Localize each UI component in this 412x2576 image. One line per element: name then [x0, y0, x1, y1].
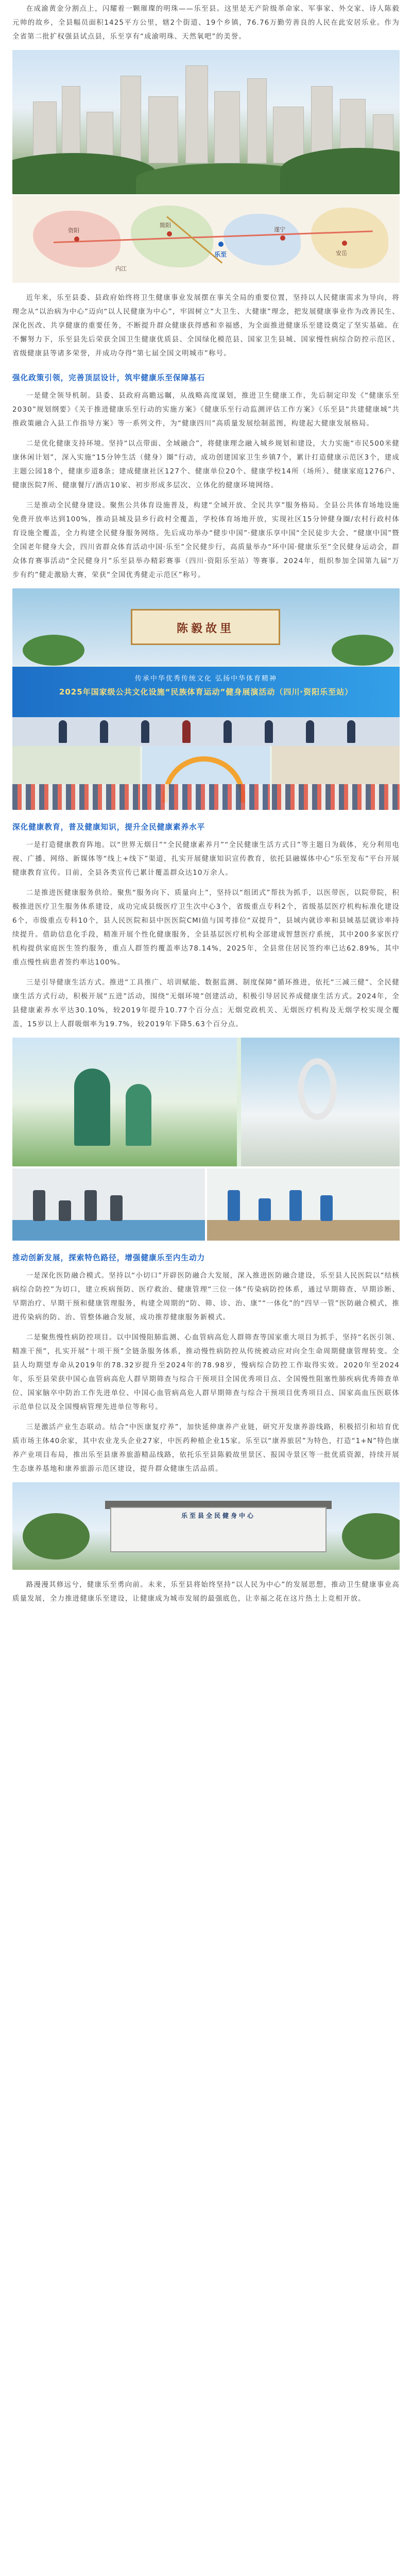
- banner-title: 2025年国家级公共文化设施“民族体育运动”健身展演活动（四川·资阳乐至站）: [59, 687, 353, 697]
- section1-paragraph-2: 二是优化健康支持环境。坚持“以点带面、全域融合”，将健康理念融入城乡规划和建设，大力实施“市民500米健康休闲计划”，深入实施“15分钟生活（健身）圈”行动，成功创建国家卫生乡镇7个，累计打造健康示范区3个，建成主题公园18个，健康步道8条；建成健康社区127个、健康单位20个、健康学校14所（场所）、健康家庭1276户、健康医院7所、健康餐厅/酒店10家、初步形成多层次、立体化的健康环境网络。: [12, 440, 400, 489]
- map-label-jianyang: 简阳: [160, 222, 171, 229]
- section1-paragraph-1: 一是健全领导机制。县委、县政府高瞻远瞩，从战略高度谋划，推进卫生健康工作，先后制定印发《“健康乐至2030”规划纲要》《关于推进健康乐至行动的实施方案》《健康乐至行动监测评估工作方案》《乐至县“共建健康城”共推政策融合入县工作指导方案》等一系列文件，为“健康四川”高质量发展绘制蓝图，构建起大健康发展格局。: [12, 392, 400, 428]
- fitness-center-photo: [12, 1482, 400, 1570]
- park-ring-sculpture: [298, 1058, 337, 1120]
- section-title-education: 深化健康教育，普及健康知识，提升全民健康素养水平: [12, 823, 205, 832]
- section2-paragraph-3: 三是引导健康生活方式。推进“工具推广、培训赋能、数据监测、制度保障”循环推进，依托“三减三健”、全民健康生活方式行动，积极开展“五进”活动，围绕“无烟环境”创建活动，积极引导居民养成健康生活方式。2024年，全县健康素养水平达30.10%，较2019年提升10.77个百分点；无烟党政机关、无烟医疗机构及无烟学校实现全覆盖，15岁以上人群吸烟率为19.7%，较2019年下降5.63个百分点。: [12, 979, 400, 1028]
- fitness-facility-photos: [12, 1168, 400, 1241]
- closing-paragraph: 路漫漫其修远兮，健康乐至勇向前。未来，乐至县将始终坚持“以人民为中心”的发展思想，推动卫生健康事业高质量发展，全力推进健康乐至建设，让健康成为城市发展的最强底色，让幸福之花在这片热土上竞相开放。: [12, 1581, 400, 1603]
- section-title-policy: 强化政策引领，完善顶层设计，筑牢健康乐至保障基石: [12, 374, 205, 382]
- map-label-neijiang: 内江: [115, 265, 127, 272]
- section3-paragraph-2: 二是聚焦慢性病防控项目。以中国慢阻肺监测、心血管病高危人群筛查等国家重大项目为抓手，坚持“名医引领、精准干预”，扎实开展“十项干预”全链条服务体系，推动慢性病防控从传统被动应对向全生命周期健康管理转变。全县人均期望寿命从2019年的78.32岁提升至2024年的78.98岁，慢病综合防控工作取得实效。2020年至2024年，乐至县荣获中国心血管病高危人群早期筛查与综合干预项目全国优秀项目点、全国慢性阻塞性肺疾病优秀筛查单位、国家脑卒中防治工作先进单位、中国心血管病高危人群早期筛查与综合干预项目优秀项目点、国家高血压医联体示范单位以及全国慢病管理先进单位等称号。: [12, 1334, 400, 1411]
- map-label-suining: 遂宁: [274, 226, 285, 233]
- section3-paragraph-3: 三是激活产业生态联动。结合“中医康复疗养”，加快延伸康养产业链，研究开发康养游线路，积极招引和培育优质市场主体40余家，其中农业龙头企业27家，中医药种植企业15家。乐至以“康养旅居”为特色，打造“1+N”特色康养产业项目布局，推出乐至县康养旅游精品线路，依托乐至县陈毅故里景区、报国寺景区等一批优质资源，持续开展生态康养基地和康养旅游示范区建设，提升群众健康生活品质。: [12, 1423, 400, 1473]
- gate-inscription: 陈毅故里: [176, 622, 234, 635]
- fitness-center-building: [110, 1507, 327, 1552]
- map-label-anyue: 安岳: [336, 250, 347, 257]
- memorial-gate: [131, 609, 280, 645]
- intro-paragraph: 在成渝黄金分割点上，闪耀着一颗璀璨的明珠——乐至县。这里是无产阶级革命家、军事家、外交家、诗人陈毅元帅的故乡，全县幅员面积1425平方公里，辖2个街道、19个乡镇，76.76万勤劳善良的人民在此安居乐业。作为全省第二批扩权强县试点县，乐至享有“成渝明珠、天然氧吧”的美誉。: [12, 5, 400, 41]
- banner-slogan: 传承中华优秀传统文化 弘扬中华体育精神: [134, 675, 278, 683]
- section3-paragraph-1: 一是深化医防融合模式。坚持以“小切口”开辟医防融合大发展，深入推进医防融合建设，乐至县人民医院以“结核病综合防控”为切口，建立疾病预防、医疗救治、健康管理“三位一体”传染病防控体系，通过早期筛查、早期诊断、早期治疗、早期干预和健康管理服务，构建全周期的“防、筛、诊、治、康”“一体化”的“四早一管”医防融合模式，推进传染病的防、治、管整体融合发展，成功推荐健康服务新模式。: [12, 1272, 400, 1321]
- section2-paragraph-1: 一是打造健康教育阵地。以“世界无烟日”“全民健康素养月”“全民健康生活方式日”等主题日为载体，充分利用电视、广播、网络、新媒体等“线上+线下”渠道，扎实开展健康知识宣传教育，依托县融媒体中心“乐至发布”平台开展健康教育宣传。目前，全县各类宣传已累计覆盖群众达10万余人。: [12, 841, 400, 877]
- regional-map: [12, 195, 400, 283]
- event-banner: [12, 667, 400, 717]
- map-label-lezhi: 乐至: [214, 251, 227, 258]
- city-skyline-photo: [12, 50, 400, 194]
- fitness-event-photo: [12, 588, 400, 810]
- section1-paragraph-3: 三是推动全民健身建设。聚焦公共体育设施普及，构建“全域开放、全民共享”服务格局。全县公共体育场地设施免费开放率达到100%，推动县城及县乡行政村全覆盖，学校体育场地开放，实现社区15分钟健身圈/农村行政村体育设施全覆盖，全力构建全民健身服务网络。先后成功举办“健步中国”·健康乐享中国“全民徒步大会、“健康中国”暨全国老年健身大会，四川省群众体育活动中国·乐至”全民健步行，高质量举办“环中国·健康乐至”全民健身运动会，群众体育赛事活动“全民健身月”乐至县举办精彩赛事（四川·资阳乐至站）等赛事。2024年，组织参加全国第九届“万步有约”健走激励大赛，荣获“全国优秀健走示范区”称号。: [12, 502, 400, 579]
- section-title-innovation: 推动创新发展，探索特色路径，增强健康乐至内生动力: [12, 1253, 205, 1262]
- section2-paragraph-2: 二是推进医健康服务供给。聚焦“服务向下、质量向上”，坚持以“组团式”帮扶为抓手，以医带医，以院带院，积极推进医疗卫生服务体系建设，成功完成县级医疗卫生次中心3个，省级重点专科2个，省级基层医疗机构标准化建设6个，市级重点专科10个，县人民医院和县中医医院CMI值与国考排位“双提升”，县域内就诊率和县域基层就诊率持续提升。借助信息化手段，精准开展个性化健康服务，全县基层医疗机构全部建成智慧医疗系统，其中200多家医疗机构提供家庭医生签约服务，重点人群签约覆盖率达78.14%，2025年，全县常住居民签约率已达62.89%，其中重点慢性病患者签约率达100%。: [12, 889, 400, 967]
- summary-paragraph: 近年来，乐至县委、县政府始终将卫生健康事业发展摆在事关全局的重要位置，坚持以人民健康需求为导向，将理念从“以治病为中心”迈向“以人民健康为中心”，牢固树立“大卫生、大健康”理念，把发展健康事业作为改善民生、深化医改、共享健康的重要任务，不断提升群众健康获得感和幸福感，为全面推进健康乐至建设奠定了坚实基础。在不懈努力下，乐至县先后荣获全国卫生健康优质县、全国绿化模范县、国家卫生县城、国家慢性病综合防控示范区、省级健康县等诸多荣誉，并成功夺得“第七届全国文明城市”称号。: [12, 294, 400, 358]
- fitness-center-sign: 乐至县全民健身中心: [181, 1512, 255, 1519]
- health-park-photo: [12, 1038, 400, 1166]
- map-label-ziyang: 资阳: [68, 227, 79, 234]
- park-sculpture: [74, 1069, 110, 1146]
